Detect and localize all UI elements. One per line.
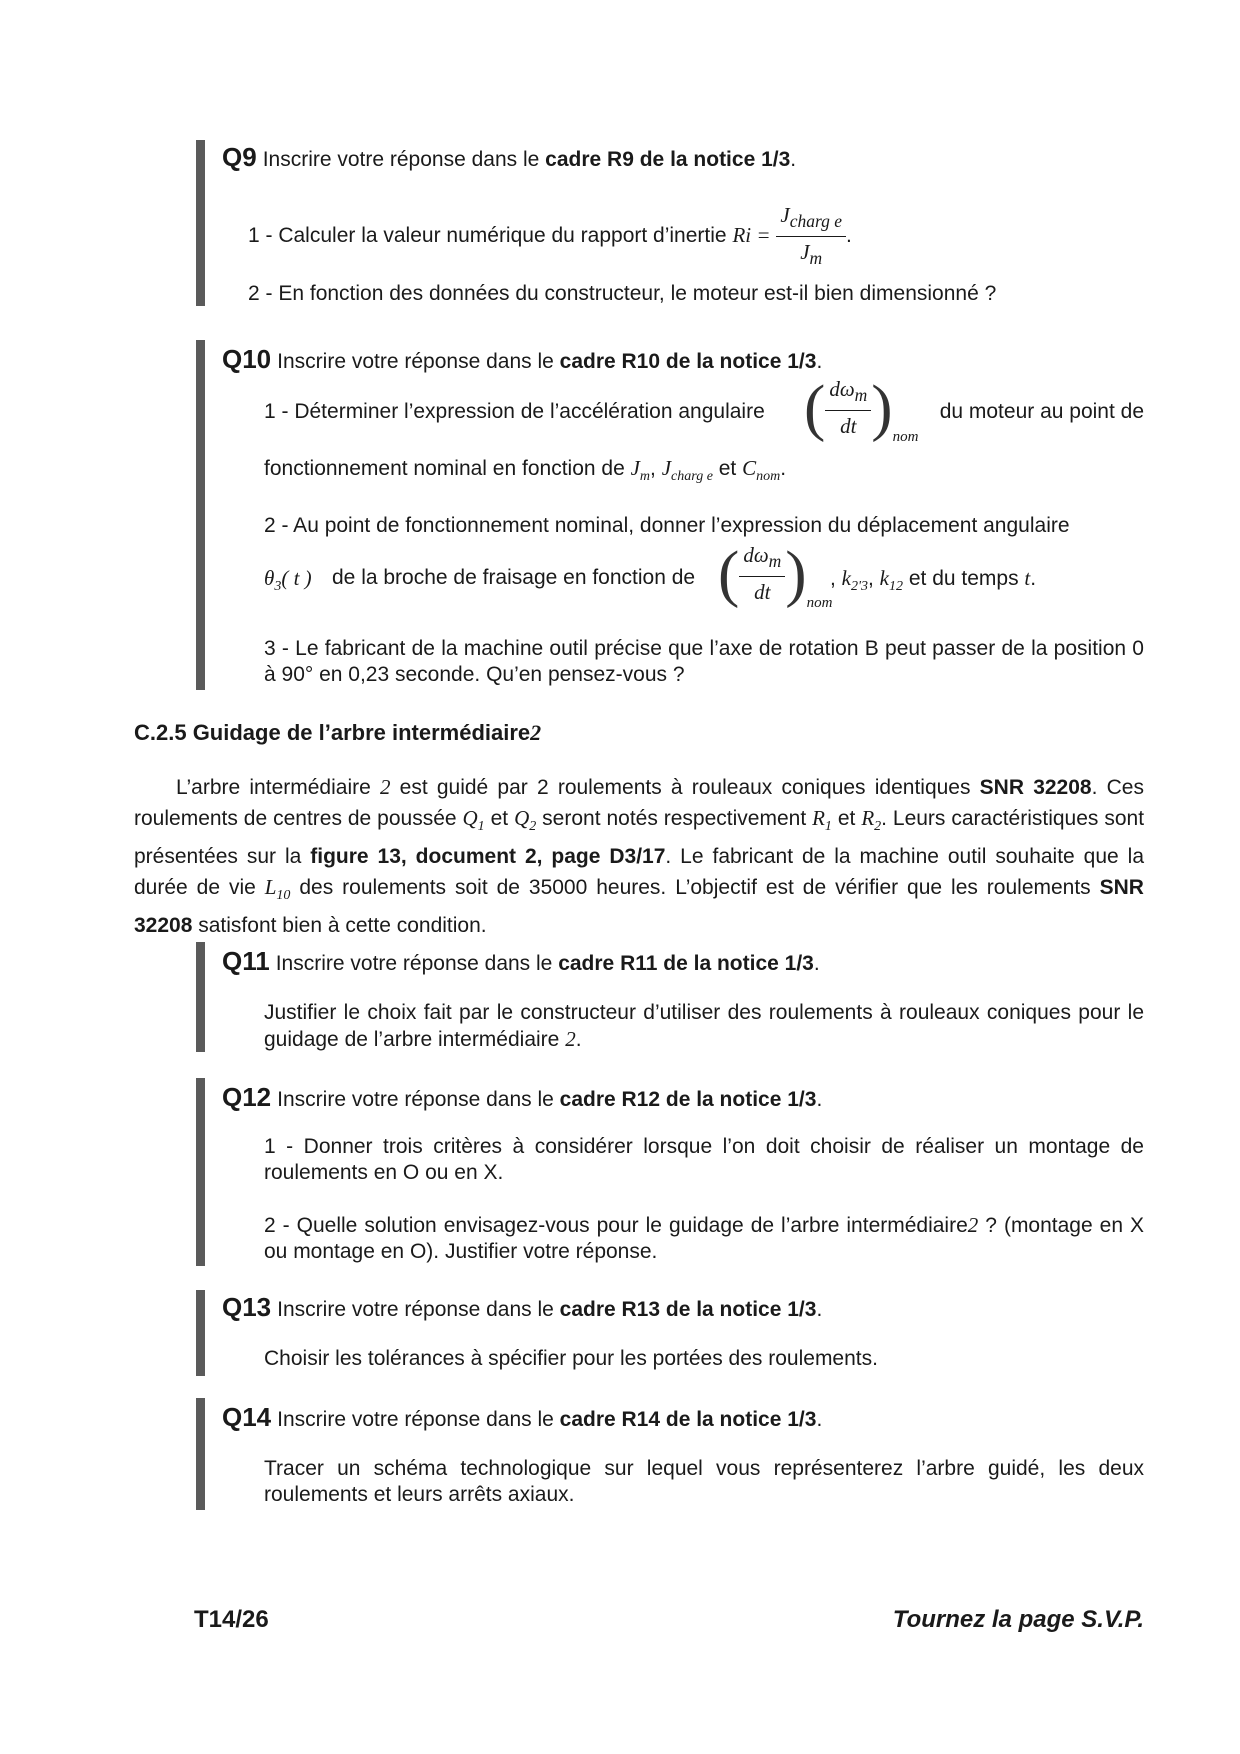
q9-cadre: cadre R9 de la notice 1/3 (545, 148, 791, 171)
para-l10-sub: 10 (276, 888, 291, 904)
q10-margin-bar (196, 340, 205, 690)
q9-frac-den-sub: m (809, 248, 823, 269)
para-q1-sub: 1 (477, 819, 485, 835)
q10-k23: k (841, 566, 851, 590)
q10-k23-sub: 2'3 (851, 579, 868, 595)
q10-jm: J (630, 456, 640, 480)
q10-deriv2-num-sub: m (768, 551, 782, 572)
para-t1: L’arbre intermédiaire (176, 776, 371, 799)
q12-number: Q12 (222, 1082, 272, 1112)
q10-cnom: C (742, 456, 757, 480)
q14-intro: Inscrire votre réponse dans le (277, 1408, 554, 1431)
q10-k12-sub: 12 (889, 579, 903, 595)
para-t7: . Leurs caractéristiques sont présentées sur la (134, 807, 1145, 869)
para-r2-sub: 2 (874, 819, 882, 835)
q13-intro: Inscrire votre réponse dans le (277, 1298, 554, 1321)
para-t3: . Ces roulements de centres de poussée (134, 776, 1144, 830)
q10-theta-sub: 3 (274, 579, 282, 595)
q10-cadre: cadre R10 de la notice 1/3 (559, 350, 817, 373)
q10-deriv2-num: dω (743, 543, 769, 567)
q10-et: et (718, 457, 737, 480)
q13-header: Q13 Inscrire votre réponse dans le cadre R13 de la notice 1/3. (222, 1292, 823, 1322)
q9-item1-text: 1 - Calculer la valeur numérique du rapport d’inertie (248, 224, 727, 248)
q11-number: Q11 (222, 946, 270, 976)
turn-page-note: Tournez la page S.V.P. (892, 1606, 1144, 1633)
q10-cnom-sub: nom (756, 469, 781, 485)
q9-intro: Inscrire votre réponse dans le (262, 148, 540, 171)
q9-frac-num-sub: charg e (789, 211, 843, 232)
q11-text-body: Justifier le choix fait par le constructeur d’utiliser des roulements à rouleaux coniques pour le guidage de l’arbre intermédiaire (264, 1001, 1144, 1051)
para-snr: SNR 32208 (979, 776, 1092, 799)
q10-item1c: fonctionnement nominal en fonction de (264, 457, 625, 480)
q10-item1-line1 (264, 371, 1144, 448)
q10-deriv2-den: dt (754, 580, 771, 605)
q10-item2-line2 (264, 537, 1144, 612)
q10-item2c: et du temps (908, 567, 1019, 590)
q12-item2b: ? (montage en X ou montage en O). Justifier votre réponse. (264, 1214, 1145, 1263)
q9-item2: 2 - En fonction des données du constructeur, le moteur est-il bien dimensionné ? (248, 282, 997, 305)
q10-item1b: du moteur au point de (939, 400, 1144, 423)
para-t8: . Le fabricant de la machine outil souhaite que la durée de vie (134, 845, 1144, 900)
q12-var: 2 (967, 1213, 979, 1237)
q11-text: Justifier le choix fait par le constructeur d’utiliser des roulements à rouleaux coniques pour le guidage de l’arbre intermédiaire 2. (264, 1001, 1144, 1051)
q13-number: Q13 (222, 1292, 272, 1322)
q13-margin-bar (196, 1290, 205, 1376)
q10-item2b: de la broche de fraisage en fonction de (332, 566, 696, 589)
q13-text: Choisir les tolérances à spécifier pour les portées des roulements. (264, 1347, 878, 1370)
q14-header: Q14 Inscrire votre réponse dans le cadre R14 de la notice 1/3. (222, 1402, 823, 1432)
q10-jcharge-sub: charg e (671, 469, 713, 485)
q10-k12: k (879, 566, 889, 590)
q11-margin-bar (196, 942, 205, 1052)
para-t2: est guidé par 2 roulements à rouleaux coniques identiques (399, 776, 971, 799)
q9-frac-den: J (800, 240, 810, 265)
q10-deriv1-num-sub: m (854, 385, 868, 406)
q10-deriv1-den: dt (840, 414, 857, 439)
q12-intro: Inscrire votre réponse dans le (277, 1088, 554, 1111)
q10-theta-arg: ( t ) (281, 566, 312, 590)
para-t9: des roulements soit de 35000 heures. L’objectif est de vérifier que les roulements (299, 876, 1091, 900)
page-number: T14/26 (194, 1606, 269, 1633)
q9-margin-bar (196, 140, 205, 306)
para-q1: Q (462, 806, 478, 830)
para-r2: R (861, 806, 875, 830)
q10-header: Q10 Inscrire votre réponse dans le cadre R10 de la notice 1/3. (222, 344, 823, 374)
para-snr2: SNR 32208 (134, 876, 1144, 938)
q10-deriv1-nom: nom (892, 429, 919, 446)
q10-number: Q10 (222, 344, 272, 374)
q9-frac-num: J (780, 203, 790, 227)
q10-item2-tail: , $k_{2'3}$, $k_{12}$ et du temps t. (830, 566, 1037, 595)
q10-item3: 3 - Le fabricant de la machine outil précise que l’axe de rotation B peut passer de la position 0 à 90° en 0,23 seconde. Qu’en pensez-vous ? (264, 637, 1144, 686)
para-v2: 2 (379, 775, 391, 799)
para-t10: satisfont bien à cette condition. (198, 914, 487, 938)
q11-cadre: cadre R11 de la notice 1/3 (558, 952, 814, 975)
section-title (134, 720, 541, 746)
para-t5: seront notés respectivement (542, 807, 807, 830)
para-r1-sub: 1 (824, 819, 832, 835)
para-t4: et (490, 807, 509, 830)
q9-number: Q9 (222, 142, 257, 172)
q9-header: Q9 Inscrire votre réponse dans le cadre R9 de la notice 1/3. (222, 142, 797, 172)
q9-fraction (776, 200, 846, 273)
q12-margin-bar (196, 1078, 205, 1266)
q14-text: Tracer un schéma technologique sur lequel vous représenterez l’arbre guidé, les deux roulements et leurs arrêts axiaux. (264, 1457, 1144, 1506)
q10-deriv1: ( $\frac{d\omega_m}{dt}$ )$_{nom}$ (804, 371, 919, 446)
q14-number: Q14 (222, 1402, 272, 1432)
q10-intro: Inscrire votre réponse dans le (277, 350, 554, 373)
q12-item2a: 2 - Quelle solution envisagez-vous pour le guidage de l’arbre intermédiaire (264, 1214, 968, 1237)
q10-t: t (1024, 566, 1031, 590)
para-q2-sub: 2 (529, 819, 537, 835)
para-fig: figure 13, document 2, page D3/17 (310, 845, 666, 869)
para-t6: et (837, 807, 856, 830)
q10-item2a: 2 - Au point de fonctionnement nominal, donner l’expression du déplacement angulaire (264, 514, 1070, 537)
section-title-var: 2 (530, 720, 542, 745)
q9-item1: 1 - Calculer la valeur numérique du rapport d’inertie Ri = $\frac{J_{charg e}}{J_m}$ . (248, 200, 852, 273)
q10-jm-sub: m (639, 469, 651, 485)
section-title-text: C.2.5 Guidage de l’arbre intermédiaire (134, 720, 531, 745)
para-r1: R (812, 806, 825, 830)
q10-item1a: 1 - Déterminer l’expression de l’accélération angulaire (264, 400, 765, 423)
q10-theta (264, 564, 312, 601)
q10-deriv2-nom: nom (806, 595, 833, 612)
q14-margin-bar (196, 1398, 205, 1510)
q12-item1: 1 - Donner trois critères à considérer lorsque l’on doit choisir de réaliser un montage de roulements en O ou en X. (264, 1135, 1144, 1184)
q10-jcharge: J (661, 456, 672, 480)
q12-cadre: cadre R12 de la notice 1/3 (559, 1088, 817, 1111)
q10-deriv2: ( $\frac{d\omega_m}{dt}$ )$_{nom}$ (718, 537, 833, 612)
q11-header: Q11 Inscrire votre réponse dans le cadre R11 de la notice 1/3. (222, 946, 820, 976)
q12-header: Q12 Inscrire votre réponse dans le cadre R12 de la notice 1/3. (222, 1082, 823, 1112)
q10-item1-line2: fonctionnement nominal en fonction de $J_m$, $J_{charg e}$ et $C_{nom}$. (264, 456, 787, 485)
para-q2: Q (514, 806, 530, 830)
q12-item2 (264, 1212, 1144, 1265)
q11-intro: Inscrire votre réponse dans le (275, 952, 553, 975)
q9-formula-lhs: Ri = (732, 223, 771, 248)
q13-cadre: cadre R13 de la notice 1/3 (559, 1298, 817, 1321)
q10-deriv1-num: dω (829, 377, 855, 401)
q14-cadre: cadre R14 de la notice 1/3 (559, 1408, 817, 1431)
q10-theta-sym: θ (264, 566, 275, 590)
section-paragraph (134, 772, 1144, 941)
q11-var: 2 (565, 1027, 576, 1051)
para-l10: L (264, 875, 277, 900)
